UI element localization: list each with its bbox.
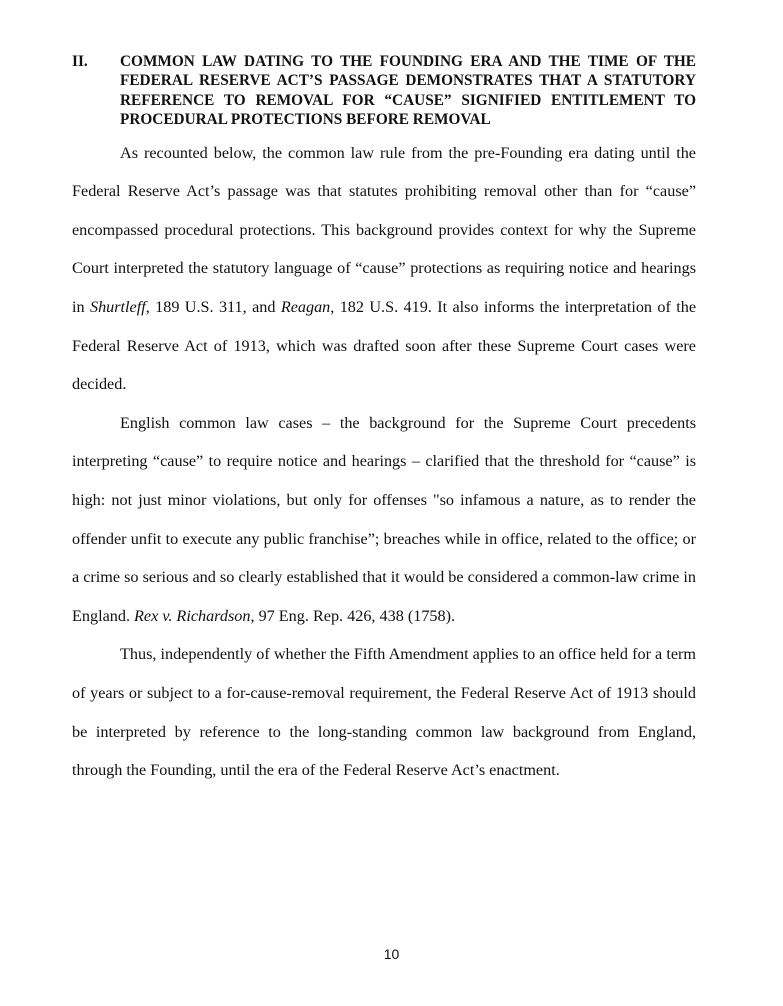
paragraph-3: [72, 635, 696, 789]
paragraph-1: [72, 134, 696, 404]
paragraph-text: As recounted below, the common law rule from the pre-Founding era dating until the Federal Reserve Act’s passage was that statutes prohibiting removal other than for “cause” encompassed procedural protections. This background provides context for why the Supreme Court interpreted the statutory language of “cause” protections as requiring notice and hearings in: [72, 143, 696, 316]
section-number: II.: [72, 53, 88, 70]
case-citation: Shurtleff: [89, 298, 146, 316]
case-citation: Rex v. Richardson: [134, 606, 251, 625]
paragraph-2: [72, 404, 696, 636]
paragraph-text: , 189 U.S. 311, and: [145, 298, 281, 316]
paragraph-text: Thus, independently of whether the Fifth Amendment applies to an office held for a term of years or subject to a for-cause-removal requirement, the Federal Reserve Act of 1913 should be interpreted by reference to the long-standing common law background from England, through the Founding, until the era of the Federal Reserve Act’s enactment.: [72, 645, 696, 780]
paragraph-text: , 97 Eng. Rep. 426, 438 (1758).: [250, 606, 456, 625]
document-page: [72, 52, 696, 790]
paragraph-text: , 182 U.S. 419. It also informs the interpretation of the Federal Reserve Act of 1913, which was drafted soon after these Supreme Court cases were decided.: [72, 298, 697, 394]
section-heading: [72, 52, 696, 130]
case-citation: Reagan: [280, 298, 331, 316]
section-title: COMMON LAW DATING TO THE FOUNDING ERA AND THE TIME OF THE FEDERAL RESERVE ACT’S PASSAGE DEMONSTRATES THAT A STATUTORY REFERENCE TO REMOVAL FOR “CAUSE” SIGNIFIED ENTITLEMENT TO PROCEDURAL PROTECTIONS BEFORE REMOVAL: [120, 53, 696, 129]
page-number: 10: [383, 946, 400, 962]
paragraph-text: English common law cases – the background for the Supreme Court precedents interpreting “cause” to require notice and hearings – clarified that the threshold for “cause” is high: not just minor violations, but only for offenses "so infamous a nature, as to render the offender unfit to execute any public franchise”; breaches while in office, related to the office; or a crime so serious and so clearly established that it would be considered a common-law crime in England.: [72, 413, 696, 625]
